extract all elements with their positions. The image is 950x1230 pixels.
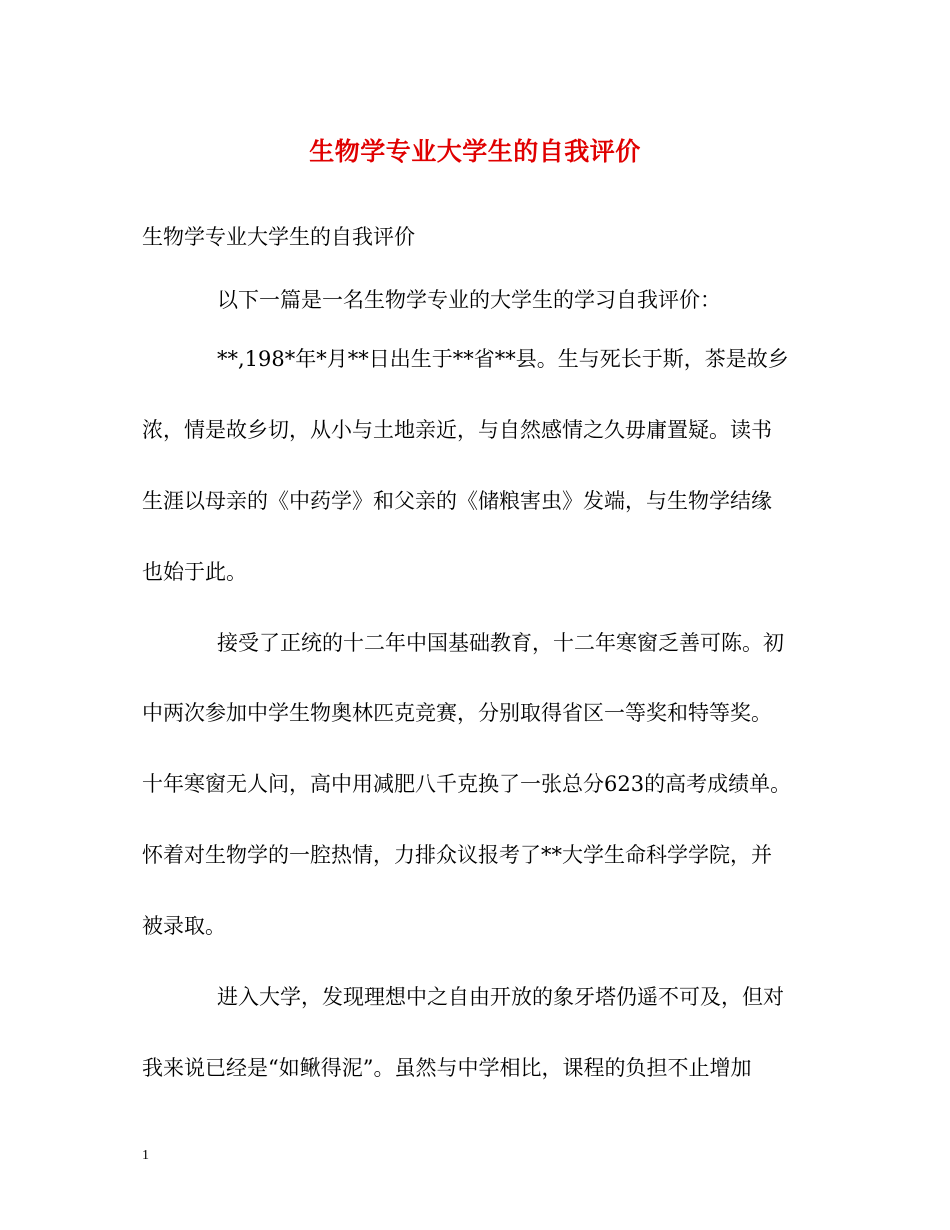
paragraph-line: 接受了正统的十二年中国基础教育，十二年寒窗乏善可陈。初 xyxy=(217,631,784,655)
paragraph-line: 浓，情是故乡切，从小与土地亲近，与自然感情之久毋庸置疑。读书 xyxy=(142,418,772,442)
paragraph-line: 进入大学，发现理想中之自由开放的象牙塔仍遥不可及，但对 xyxy=(217,985,784,1009)
paragraph-line: **,198*年*月**日出生于**省**县。生与死长于斯，茶是故乡 xyxy=(217,347,789,371)
paragraph-line: 我来说已经是“如鳅得泥”。虽然与中学相比，课程的负担不止增加 xyxy=(142,1056,752,1080)
paragraph-line: 也始于此。 xyxy=(142,560,247,584)
page-number: 1 xyxy=(142,1148,149,1163)
paragraph-line: 以下一篇是一名生物学专业的大学生的学习自我评价： xyxy=(217,288,721,312)
paragraph-line: 中两次参加中学生物奥林匹克竞赛，分别取得省区一等奖和特等奖。 xyxy=(142,701,772,725)
document-title: 生物学专业大学生的自我评价 xyxy=(309,137,641,166)
paragraph-line: 怀着对生物学的一腔热情，力排众议报考了**大学生命科学学院，并 xyxy=(142,843,772,867)
paragraph-line: 被录取。 xyxy=(142,914,226,938)
paragraph-line: 生涯以母亲的《中药学》和父亲的《储粮害虫》发端，与生物学结缘 xyxy=(142,489,772,513)
paragraph-line: 十年寒窗无人问，高中用减肥八千克换了一张总分623的高考成绩单。 xyxy=(142,772,792,796)
document-subtitle: 生物学专业大学生的自我评价 xyxy=(142,225,415,249)
